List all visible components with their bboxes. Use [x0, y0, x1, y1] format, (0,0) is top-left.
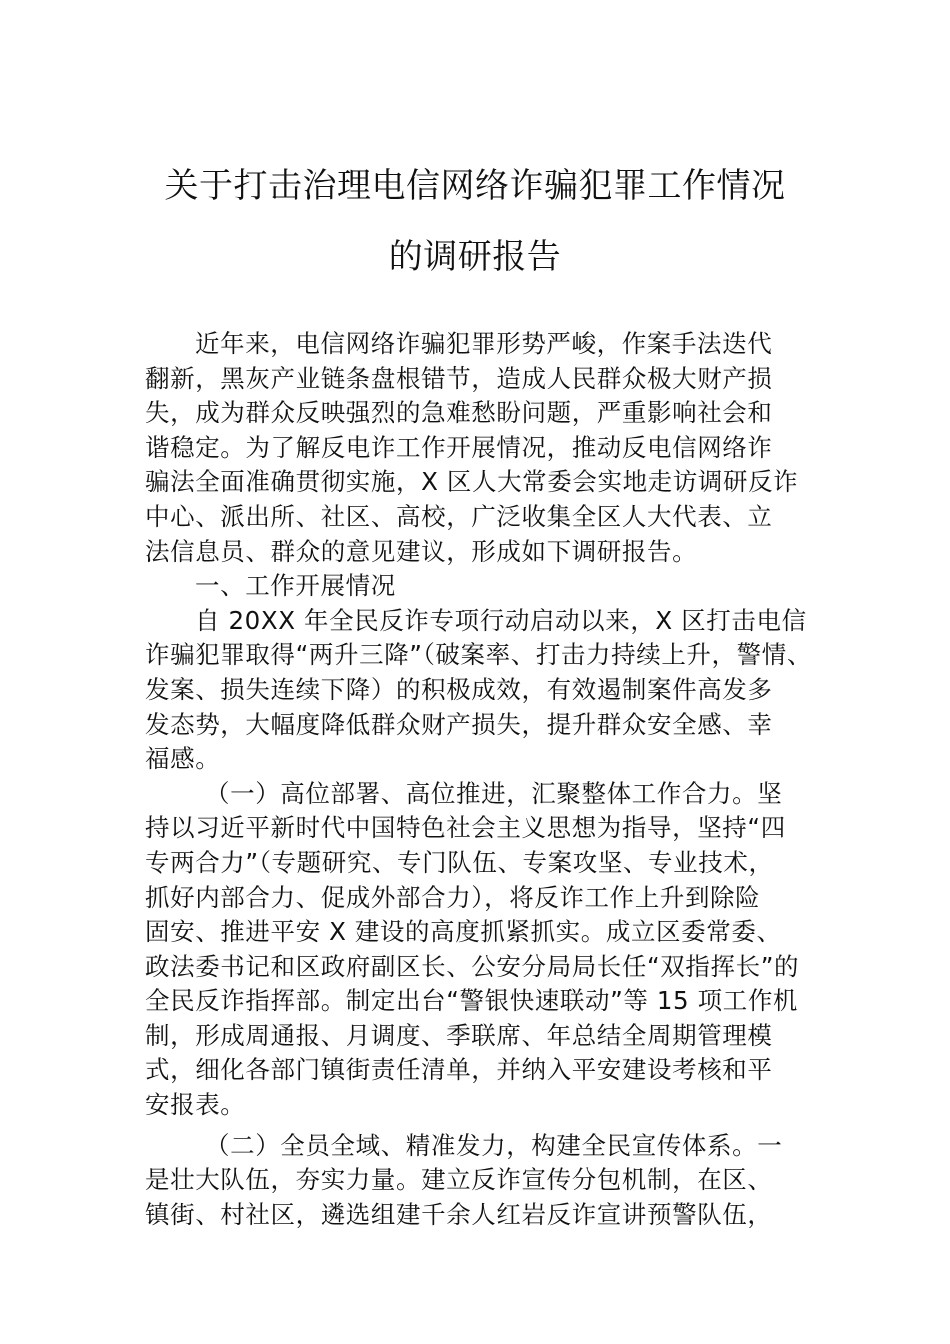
- text-line: 自 20XX 年全民反诈专项行动启动以来，X 区打击电信: [195, 605, 807, 635]
- text-line: 福感。: [145, 744, 221, 774]
- text-line: 谐稳定。为了解反电诈工作开展情况，推动反电信网络诈: [145, 432, 773, 462]
- text-line: 翻新，黑灰产业链条盘根错节，造成人民群众极大财产损: [145, 363, 773, 393]
- text-line: 法信息员、群众的意见建议，形成如下调研报告。: [145, 536, 698, 566]
- text-line: 专两合力”（专题研究、专门队伍、专案攻坚、专业技术，: [145, 847, 774, 877]
- intro-paragraph: [145, 327, 815, 569]
- subsection-paragraph-2: [145, 1129, 815, 1233]
- subsection-heading-line: （二）全员全域、精准发力，构建全民宣传体系。一: [205, 1130, 783, 1160]
- text-line: 抓好内部合力、促成外部合力），将反诈工作上升到除险: [145, 882, 761, 912]
- text-line: 诈骗犯罪取得“两升三降”（破案率、打击力持续上升，警情、: [145, 640, 812, 670]
- text-line: 固安、推进平安 X 建设的高度抓紧抓实。成立区委常委、: [145, 917, 782, 947]
- document-body: [145, 327, 815, 1232]
- section-heading-text: 一、工作开展情况: [195, 571, 396, 601]
- section-heading: [145, 569, 815, 604]
- text-line: 发案、损失连续下降）的积极成效，有效遏制案件高发多: [145, 674, 773, 704]
- text-line: 失，成为群众反映强烈的急难愁盼问题，严重影响社会和: [145, 398, 773, 428]
- text-line: 全民反诈指挥部。制定出台“警银快速联动”等 15 项工作机: [145, 986, 799, 1016]
- body-paragraph: [145, 604, 815, 777]
- text-line: 制，形成周通报、月调度、季联席、年总结全周期管理模: [145, 1020, 773, 1050]
- document-title-line-1: 关于打击治理电信网络诈骗犯罪工作情况: [164, 166, 786, 206]
- text-line: 安报表。: [145, 1090, 246, 1120]
- text-line: 政法委书记和区政府副区长、公安分局局长任“双指挥长”的: [145, 951, 800, 981]
- text-line: 发态势，大幅度降低群众财产损失，提升群众安全感、幸: [145, 709, 773, 739]
- document-title-line-2: 的调研报告: [388, 237, 562, 277]
- subsection-paragraph-1: [145, 777, 815, 1123]
- text-line: 中心、派出所、社区、高校，广泛收集全区人大代表、立: [145, 501, 773, 531]
- subsection-heading-line: （一）高位部署、高位推进，汇聚整体工作合力。坚: [205, 778, 783, 808]
- text-line: 骗法全面准确贯彻实施，X 区人大常委会实地走访调研反诈: [145, 467, 799, 497]
- text-line: 式，细化各部门镇街责任清单，并纳入平安建设考核和平: [145, 1055, 773, 1085]
- text-line: 持以习近平新时代中国特色社会主义思想为指导，坚持“四: [145, 813, 786, 843]
- text-line: 是壮大队伍，夯实力量。建立反诈宣传分包机制，在区、: [145, 1165, 773, 1195]
- text-line: 近年来，电信网络诈骗犯罪形势严峻，作案手法迭代: [195, 329, 773, 358]
- text-line: 镇街、村社区，遴选组建千余人红岩反诈宣讲预警队伍，: [145, 1199, 773, 1229]
